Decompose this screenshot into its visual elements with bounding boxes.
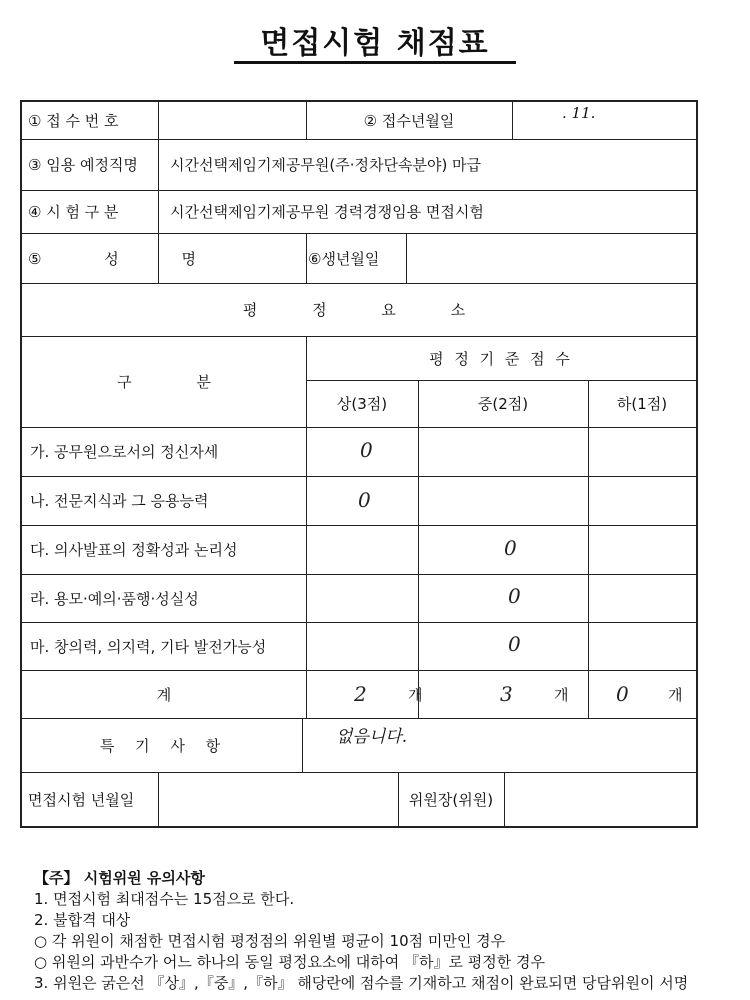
birth-field[interactable] xyxy=(406,233,696,283)
criterion-row-label: 마. 창의력, 의지력, 기타 발전가능성 xyxy=(30,637,267,656)
signature-field[interactable] xyxy=(504,772,696,826)
total-count-mid: 3 xyxy=(500,682,513,706)
score-mark: 0 xyxy=(504,536,517,560)
position-value: 시간선택제임기제공무원(주·정차단속분야) 마급 xyxy=(170,156,482,174)
score-mark: 0 xyxy=(508,632,521,656)
level-mid: 중(2점) xyxy=(477,395,529,413)
criterion-row-label: 라. 용모·예의·품행·성실성 xyxy=(30,589,199,608)
committee-label: 위원장(위원) xyxy=(408,790,494,809)
section-header: 평 정 요 소 xyxy=(242,301,476,319)
receipt-date-label: ② 접수년월일 xyxy=(363,112,455,130)
scoring-sheet xyxy=(20,100,698,828)
remarks-label: 특 기 사 항 xyxy=(99,736,225,755)
divider xyxy=(512,102,513,139)
total-count-low: 0 xyxy=(616,682,629,706)
criterion-row-label: 가. 공무원으로서의 정신자세 xyxy=(30,443,219,461)
score-mark: 0 xyxy=(508,584,521,608)
instruction-line: ○ 각 위원이 채점한 면접시험 평정점의 위원별 평균이 10점 미만인 경우 xyxy=(34,932,506,950)
instruction-line: 1. 면접시험 최대점수는 15점으로 한다. xyxy=(34,890,295,908)
criteria-header: 평 정 기 준 점 수 xyxy=(429,349,573,368)
total-unit-mid: 개 xyxy=(554,685,569,704)
score-mark: 0 xyxy=(358,488,371,512)
position-label: ③ 임용 예정직명 xyxy=(28,156,138,174)
birth-label: ⑥생년월일 xyxy=(308,249,380,268)
total-count-high: 2 xyxy=(354,682,367,706)
level-high: 상(3점) xyxy=(336,395,388,413)
name-label: ⑤ 성 명 xyxy=(28,249,196,268)
name-field[interactable] xyxy=(158,233,306,283)
instruction-line: 2. 불합격 대상 xyxy=(34,911,131,929)
divider xyxy=(418,380,419,718)
title-underline xyxy=(234,61,516,64)
exam-type-label: ④ 시 험 구 분 xyxy=(28,203,119,221)
divider xyxy=(588,380,589,718)
instructions xyxy=(34,868,734,994)
total-unit-low: 개 xyxy=(668,685,683,704)
exam-date-field[interactable] xyxy=(158,772,398,826)
criterion-row-label: 나. 전문지식과 그 응용능력 xyxy=(30,492,209,510)
instructions-heading: 【주】 시험위원 유의사항 xyxy=(34,869,205,887)
total-label: 계 xyxy=(156,685,172,704)
receipt-no-label: ① 접 수 번 호 xyxy=(28,112,119,130)
instruction-line: ○ 위원의 과반수가 어느 하나의 동일 평정요소에 대하여 『하』로 평정한 경우 xyxy=(34,953,545,971)
divider xyxy=(302,718,303,772)
exam-type-value: 시간선택제임기제공무원 경력경쟁임용 면접시험 xyxy=(170,203,484,221)
divider xyxy=(306,233,307,283)
receipt-date-field[interactable]: . 11. xyxy=(562,104,596,122)
category-header: 구 분 xyxy=(117,373,211,391)
criterion-row-label: 다. 의사발표의 정확성과 논리성 xyxy=(30,541,238,559)
remarks-value[interactable]: 없음니다. xyxy=(336,726,408,747)
level-low: 하(1점) xyxy=(616,395,668,413)
score-mark: 0 xyxy=(360,438,373,462)
form-title: 면접시험 채점표 xyxy=(260,26,490,61)
receipt-no-field[interactable] xyxy=(158,102,306,139)
total-unit-high: 개 xyxy=(408,685,423,704)
exam-date-label: 면접시험 년월일 xyxy=(28,790,135,809)
instruction-line: 3. 위원은 굵은선 『상』,『중』,『하』 해당란에 점수를 기재하고 채점이 완료되면 당담위원이 서명 xyxy=(34,974,689,992)
